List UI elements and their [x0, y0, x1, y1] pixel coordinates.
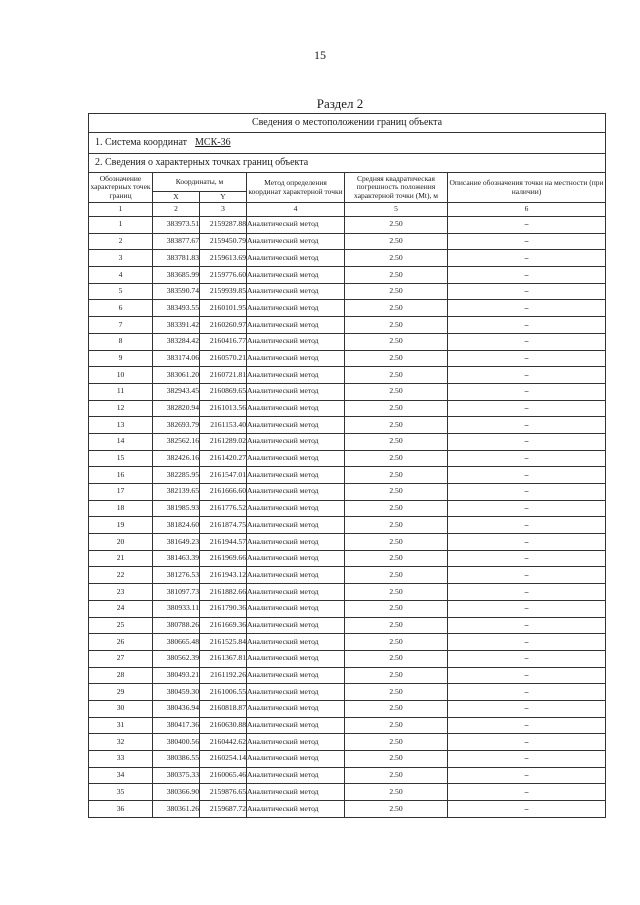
cell-point-number: 20: [89, 534, 153, 551]
cell-description: –: [448, 484, 606, 501]
header-point-id: Обозначение характерных точек границ: [89, 173, 153, 203]
column-number: 5: [345, 203, 448, 217]
header-method: Метод определения координат характерной точки: [247, 173, 345, 203]
table-row: [89, 650, 606, 667]
cell-description: –: [448, 417, 606, 434]
table-row: [89, 350, 606, 367]
cell-method: Аналитический метод: [247, 801, 345, 818]
cell-method: Аналитический метод: [247, 484, 345, 501]
cell-method: Аналитический метод: [247, 634, 345, 651]
cell-y: 2160442.62: [200, 734, 247, 751]
cell-accuracy: 2.50: [345, 751, 448, 768]
cell-x: 380665.48: [153, 634, 200, 651]
cell-x: 382820.94: [153, 400, 200, 417]
section-title: Раздел 2: [316, 96, 364, 111]
cell-description: –: [448, 250, 606, 267]
cell-y: 2160254.14: [200, 751, 247, 768]
header-description: Описание обозначения точки на местности (при наличии): [448, 173, 606, 203]
cell-accuracy: 2.50: [345, 584, 448, 601]
header-coordinates: Координаты, м: [153, 173, 247, 192]
cell-y: 2160721.81: [200, 367, 247, 384]
cell-x: 383590.74: [153, 283, 200, 300]
cell-y: 2159613.69: [200, 250, 247, 267]
table-row: [89, 300, 606, 317]
cell-y: 2159776.60: [200, 267, 247, 284]
cell-method: Аналитический метод: [247, 333, 345, 350]
cell-y: 2161882.66: [200, 584, 247, 601]
cell-x: 383061.20: [153, 367, 200, 384]
page-number: 15: [314, 48, 326, 62]
cell-accuracy: 2.50: [345, 567, 448, 584]
cell-description: –: [448, 717, 606, 734]
points-section-label: 2. Сведения о характерных точках границ объекта: [89, 154, 606, 173]
cell-point-number: 16: [89, 467, 153, 484]
table-row: [89, 317, 606, 334]
cell-method: Аналитический метод: [247, 417, 345, 434]
cell-description: –: [448, 233, 606, 250]
cell-x: 381985.93: [153, 500, 200, 517]
cell-method: Аналитический метод: [247, 233, 345, 250]
cell-method: Аналитический метод: [247, 283, 345, 300]
cell-x: 381463.39: [153, 550, 200, 567]
cell-point-number: 5: [89, 283, 153, 300]
cell-x: 383973.51: [153, 217, 200, 234]
cell-point-number: 27: [89, 650, 153, 667]
cell-description: –: [448, 567, 606, 584]
cell-y: 2161192.26: [200, 667, 247, 684]
table-row: [89, 700, 606, 717]
cell-y: 2161666.60: [200, 484, 247, 501]
cell-accuracy: 2.50: [345, 450, 448, 467]
cell-y: 2160818.87: [200, 700, 247, 717]
cell-method: Аналитический метод: [247, 534, 345, 551]
cell-x: 380366.90: [153, 784, 200, 801]
boundary-points-table: [88, 113, 606, 818]
cell-method: Аналитический метод: [247, 383, 345, 400]
header-x: X: [153, 192, 200, 203]
cell-accuracy: 2.50: [345, 684, 448, 701]
cell-point-number: 31: [89, 717, 153, 734]
cell-method: Аналитический метод: [247, 751, 345, 768]
cell-accuracy: 2.50: [345, 517, 448, 534]
cell-accuracy: 2.50: [345, 634, 448, 651]
cell-accuracy: 2.50: [345, 417, 448, 434]
cell-description: –: [448, 283, 606, 300]
table-row: [89, 617, 606, 634]
cell-x: 380788.26: [153, 617, 200, 634]
table-row: [89, 484, 606, 501]
cell-x: 382285.95: [153, 467, 200, 484]
table-row: [89, 267, 606, 284]
cell-x: 380361.26: [153, 801, 200, 818]
table-row: [89, 217, 606, 234]
cell-method: Аналитический метод: [247, 650, 345, 667]
cell-x: 381097.73: [153, 584, 200, 601]
cell-x: 380459.30: [153, 684, 200, 701]
cell-description: –: [448, 217, 606, 234]
cell-y: 2161367.81: [200, 650, 247, 667]
cell-point-number: 11: [89, 383, 153, 400]
cell-method: Аналитический метод: [247, 367, 345, 384]
cell-point-number: 15: [89, 450, 153, 467]
cell-point-number: 18: [89, 500, 153, 517]
cell-method: Аналитический метод: [247, 300, 345, 317]
cell-description: –: [448, 767, 606, 784]
cell-point-number: 28: [89, 667, 153, 684]
cell-x: 382693.79: [153, 417, 200, 434]
cell-point-number: 14: [89, 433, 153, 450]
cell-method: Аналитический метод: [247, 433, 345, 450]
cell-point-number: 6: [89, 300, 153, 317]
cell-y: 2159939.85: [200, 283, 247, 300]
cell-point-number: 21: [89, 550, 153, 567]
cell-x: 382139.65: [153, 484, 200, 501]
cell-description: –: [448, 667, 606, 684]
cell-y: 2159876.65: [200, 784, 247, 801]
cell-point-number: 4: [89, 267, 153, 284]
coordinate-system-row: [89, 133, 606, 154]
table-row: [89, 767, 606, 784]
column-number: 1: [89, 203, 153, 217]
table-row: [89, 734, 606, 751]
cell-accuracy: 2.50: [345, 500, 448, 517]
cell-accuracy: 2.50: [345, 600, 448, 617]
cell-accuracy: 2.50: [345, 717, 448, 734]
cell-accuracy: 2.50: [345, 650, 448, 667]
cell-x: 383781.83: [153, 250, 200, 267]
cell-description: –: [448, 400, 606, 417]
cell-description: –: [448, 634, 606, 651]
cell-accuracy: 2.50: [345, 350, 448, 367]
table-banner: Сведения о местоположении границ объекта: [89, 114, 606, 133]
cell-accuracy: 2.50: [345, 667, 448, 684]
column-number: 2: [153, 203, 200, 217]
cell-method: Аналитический метод: [247, 450, 345, 467]
cell-accuracy: 2.50: [345, 217, 448, 234]
table-row: [89, 801, 606, 818]
cell-y: 2160260.97: [200, 317, 247, 334]
cell-x: 382426.16: [153, 450, 200, 467]
cell-point-number: 10: [89, 367, 153, 384]
cell-x: 382562.16: [153, 433, 200, 450]
cell-accuracy: 2.50: [345, 484, 448, 501]
cell-point-number: 36: [89, 801, 153, 818]
cell-description: –: [448, 751, 606, 768]
cell-x: 380375.33: [153, 767, 200, 784]
cell-point-number: 23: [89, 584, 153, 601]
cell-accuracy: 2.50: [345, 550, 448, 567]
cell-method: Аналитический метод: [247, 550, 345, 567]
table-row: [89, 450, 606, 467]
cell-accuracy: 2.50: [345, 433, 448, 450]
cell-point-number: 33: [89, 751, 153, 768]
cell-accuracy: 2.50: [345, 233, 448, 250]
cell-accuracy: 2.50: [345, 700, 448, 717]
table-row: [89, 584, 606, 601]
cell-point-number: 19: [89, 517, 153, 534]
cell-method: Аналитический метод: [247, 784, 345, 801]
cell-accuracy: 2.50: [345, 784, 448, 801]
cell-point-number: 32: [89, 734, 153, 751]
cell-method: Аналитический метод: [247, 700, 345, 717]
cell-y: 2161874.75: [200, 517, 247, 534]
cell-x: 381276.53: [153, 567, 200, 584]
cell-y: 2161525.84: [200, 634, 247, 651]
cell-description: –: [448, 383, 606, 400]
table-row: [89, 417, 606, 434]
cell-point-number: 26: [89, 634, 153, 651]
cell-y: 2161420.27: [200, 450, 247, 467]
cell-method: Аналитический метод: [247, 500, 345, 517]
cell-x: 380436.94: [153, 700, 200, 717]
cell-x: 380400.56: [153, 734, 200, 751]
table-row: [89, 433, 606, 450]
cell-point-number: 7: [89, 317, 153, 334]
cell-y: 2161969.66: [200, 550, 247, 567]
cell-point-number: 35: [89, 784, 153, 801]
cell-method: Аналитический метод: [247, 467, 345, 484]
cell-accuracy: 2.50: [345, 383, 448, 400]
cell-description: –: [448, 300, 606, 317]
table-row: [89, 333, 606, 350]
cell-description: –: [448, 500, 606, 517]
table-row: [89, 367, 606, 384]
table-row: [89, 383, 606, 400]
cell-method: Аналитический метод: [247, 400, 345, 417]
cell-description: –: [448, 267, 606, 284]
cell-method: Аналитический метод: [247, 684, 345, 701]
cell-y: 2159450.79: [200, 233, 247, 250]
cell-x: 380493.21: [153, 667, 200, 684]
cell-method: Аналитический метод: [247, 217, 345, 234]
cell-y: 2159687.72: [200, 801, 247, 818]
cell-description: –: [448, 467, 606, 484]
cell-method: Аналитический метод: [247, 517, 345, 534]
cell-method: Аналитический метод: [247, 567, 345, 584]
cell-x: 383391.42: [153, 317, 200, 334]
cell-x: 383284.42: [153, 333, 200, 350]
table-row: [89, 534, 606, 551]
table-row: [89, 784, 606, 801]
cell-x: 380933.11: [153, 600, 200, 617]
cell-accuracy: 2.50: [345, 534, 448, 551]
cell-description: –: [448, 600, 606, 617]
cell-point-number: 12: [89, 400, 153, 417]
cell-point-number: 9: [89, 350, 153, 367]
table-row: [89, 517, 606, 534]
table-row: [89, 500, 606, 517]
cell-y: 2161013.56: [200, 400, 247, 417]
cell-method: Аналитический метод: [247, 717, 345, 734]
cell-point-number: 30: [89, 700, 153, 717]
cell-description: –: [448, 684, 606, 701]
cell-description: –: [448, 700, 606, 717]
cell-point-number: 13: [89, 417, 153, 434]
cell-x: 382943.45: [153, 383, 200, 400]
table-row: [89, 634, 606, 651]
table-row: [89, 467, 606, 484]
cell-accuracy: 2.50: [345, 767, 448, 784]
cell-y: 2160630.88: [200, 717, 247, 734]
cell-description: –: [448, 534, 606, 551]
cell-point-number: 2: [89, 233, 153, 250]
cell-y: 2161153.40: [200, 417, 247, 434]
cell-point-number: 29: [89, 684, 153, 701]
cell-description: –: [448, 584, 606, 601]
cell-point-number: 22: [89, 567, 153, 584]
cell-accuracy: 2.50: [345, 267, 448, 284]
cell-x: 383493.55: [153, 300, 200, 317]
cell-description: –: [448, 734, 606, 751]
cell-y: 2161776.52: [200, 500, 247, 517]
cell-y: 2161790.36: [200, 600, 247, 617]
cell-y: 2159287.88: [200, 217, 247, 234]
cell-method: Аналитический метод: [247, 617, 345, 634]
cell-point-number: 1: [89, 217, 153, 234]
cell-accuracy: 2.50: [345, 333, 448, 350]
cell-method: Аналитический метод: [247, 250, 345, 267]
cell-point-number: 8: [89, 333, 153, 350]
cell-y: 2161006.55: [200, 684, 247, 701]
table-row: [89, 567, 606, 584]
table-row: [89, 283, 606, 300]
table-row: [89, 550, 606, 567]
cell-description: –: [448, 350, 606, 367]
cell-description: –: [448, 801, 606, 818]
cell-point-number: 17: [89, 484, 153, 501]
cell-x: 380417.36: [153, 717, 200, 734]
cell-x: 380562.39: [153, 650, 200, 667]
cell-x: 383174.06: [153, 350, 200, 367]
cell-y: 2160570.21: [200, 350, 247, 367]
table-row: [89, 751, 606, 768]
cell-accuracy: 2.50: [345, 283, 448, 300]
cell-method: Аналитический метод: [247, 600, 345, 617]
cell-method: Аналитический метод: [247, 267, 345, 284]
column-number: 6: [448, 203, 606, 217]
cell-method: Аналитический метод: [247, 767, 345, 784]
cell-description: –: [448, 517, 606, 534]
cell-description: –: [448, 550, 606, 567]
cell-description: –: [448, 650, 606, 667]
column-number: 4: [247, 203, 345, 217]
cell-description: –: [448, 317, 606, 334]
cell-description: –: [448, 333, 606, 350]
cell-y: 2161289.02: [200, 433, 247, 450]
cell-y: 2161943.12: [200, 567, 247, 584]
header-accuracy: Средняя квадратическая погрешность положения характерной точки (Mt), м: [345, 173, 448, 203]
table-row: [89, 400, 606, 417]
header-y: Y: [200, 192, 247, 203]
cell-x: 383877.67: [153, 233, 200, 250]
cell-y: 2160101.95: [200, 300, 247, 317]
cell-accuracy: 2.50: [345, 617, 448, 634]
cell-x: 383685.99: [153, 267, 200, 284]
cell-y: 2160065.46: [200, 767, 247, 784]
cell-point-number: 24: [89, 600, 153, 617]
cell-y: 2160416.77: [200, 333, 247, 350]
cell-point-number: 3: [89, 250, 153, 267]
cell-x: 380386.55: [153, 751, 200, 768]
cell-accuracy: 2.50: [345, 400, 448, 417]
cell-method: Аналитический метод: [247, 667, 345, 684]
cell-description: –: [448, 433, 606, 450]
coordinate-system-value: МСК-36: [195, 137, 231, 149]
table-row: [89, 233, 606, 250]
cell-accuracy: 2.50: [345, 250, 448, 267]
table-row: [89, 250, 606, 267]
cell-point-number: 34: [89, 767, 153, 784]
cell-y: 2161547.01: [200, 467, 247, 484]
cell-y: 2160869.65: [200, 383, 247, 400]
cell-x: 381824.60: [153, 517, 200, 534]
cell-method: Аналитический метод: [247, 350, 345, 367]
cell-method: Аналитический метод: [247, 317, 345, 334]
cell-y: 2161944.57: [200, 534, 247, 551]
cell-y: 2161669.36: [200, 617, 247, 634]
coordinate-system-label: 1. Система координат: [95, 137, 188, 149]
cell-method: Аналитический метод: [247, 584, 345, 601]
column-number: 3: [200, 203, 247, 217]
cell-description: –: [448, 784, 606, 801]
cell-description: –: [448, 367, 606, 384]
cell-description: –: [448, 450, 606, 467]
table-row: [89, 600, 606, 617]
cell-x: 381649.23: [153, 534, 200, 551]
table-row: [89, 684, 606, 701]
cell-accuracy: 2.50: [345, 467, 448, 484]
cell-accuracy: 2.50: [345, 367, 448, 384]
cell-description: –: [448, 617, 606, 634]
cell-point-number: 25: [89, 617, 153, 634]
table-row: [89, 667, 606, 684]
cell-accuracy: 2.50: [345, 734, 448, 751]
cell-accuracy: 2.50: [345, 317, 448, 334]
cell-method: Аналитический метод: [247, 734, 345, 751]
cell-accuracy: 2.50: [345, 801, 448, 818]
cell-accuracy: 2.50: [345, 300, 448, 317]
table-row: [89, 717, 606, 734]
